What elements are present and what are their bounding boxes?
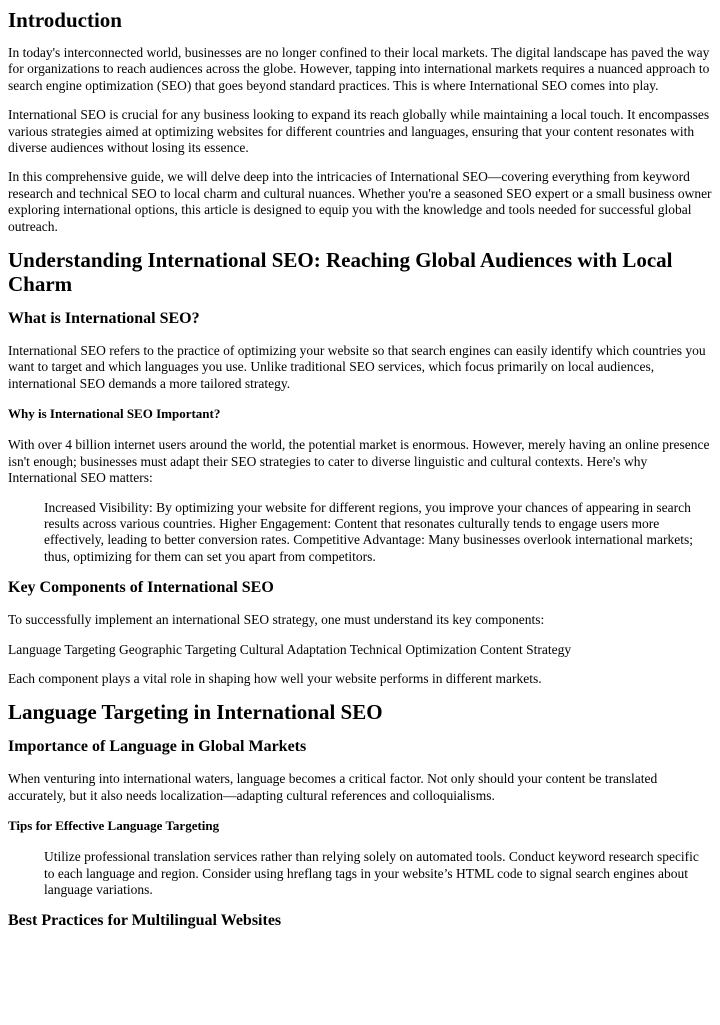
language-targeting-heading: Language Targeting in International SEO [8,700,383,725]
key-components-paragraph-1: To successfully implement an international SEO strategy, one must understand its key components: [8,612,545,628]
language-tips-heading: Tips for Effective Language Targeting [8,818,220,834]
intro-paragraph-3: In this comprehensive guide, we will delve deep into the intricacies of International SEO—covering everything from keyword research and technical SEO to local charm and cultural nuances. Whether you're a seasoned SEO expert or a small business owner exploring international options, this article is designed to equip you with the knowledge and tools needed for successful global outreach. [8,169,712,234]
intro-paragraph-1: In today's interconnected world, businesses are no longer confined to their local markets. The digital landscape has paved the way for organizations to reach audiences across the globe. However, tapping into international markets requires a nuanced approach to search engine optimization (SEO) that goes beyond standard practices. This is where International SEO comes into play. [8,45,710,93]
language-tips-quote: Utilize professional translation services rather than relying solely on automated tools. Conduct keyword research specific to each language and region. Consider using hreflang tags in your website’s HTML code to signal search engines about language variations. [44,849,699,897]
key-components-list: Language Targeting Geographic Targeting Cultural Adaptation Technical Optimization Content Strategy [8,641,572,657]
article [0,8,720,930]
key-components-heading: Key Components of International SEO [8,579,274,597]
why-important-quote: Increased Visibility: By optimizing your website for different regions, you improve your chances of appearing in search results across various countries. Higher Engagement: Content that resonates culturally tends to engage users more effectively, leading to better conversion rates. Competitive Advantage: Many businesses overlook international markets; thus, optimizing for them can set you apart from competitors. [44,499,693,564]
why-important-paragraph: With over 4 billion internet users around the world, the potential market is enormous. However, merely having an online presence isn't enough; businesses must adapt their SEO strategies to cater to diverse linguistic and cultural contexts. Here's why International SEO matters: [8,437,710,486]
what-is-paragraph: International SEO refers to the practice of optimizing your website so that search engines can easily identify which countries you want to target and which languages you use. Unlike traditional SEO services, which focus primarily on local audiences, international SEO demands a more tailored strategy. [8,343,706,391]
what-is-heading: What is International SEO? [8,310,200,328]
why-important-heading: Why is International SEO Important? [8,406,221,422]
understanding-heading: Understanding International SEO: Reaching Global Audiences with Local Charm [8,248,673,297]
language-importance-paragraph: When venturing into international waters, language becomes a critical factor. Not only should your content be translated accurately, but it also needs localization—adapting cultural references and colloquialisms. [8,771,658,803]
intro-paragraph-2: International SEO is crucial for any business looking to expand its reach globally while maintaining a local touch. It encompasses various strategies aimed at optimizing websites for different countries and languages, ensuring that your content resonates with diverse audiences without losing its essence. [8,107,710,156]
intro-heading: Introduction [8,8,122,32]
key-components-paragraph-2: Each component plays a vital role in shaping how well your website performs in different markets. [8,670,542,686]
language-importance-heading: Importance of Language in Global Markets [8,738,307,756]
multilingual-best-practices-heading: Best Practices for Multilingual Websites [8,912,282,930]
